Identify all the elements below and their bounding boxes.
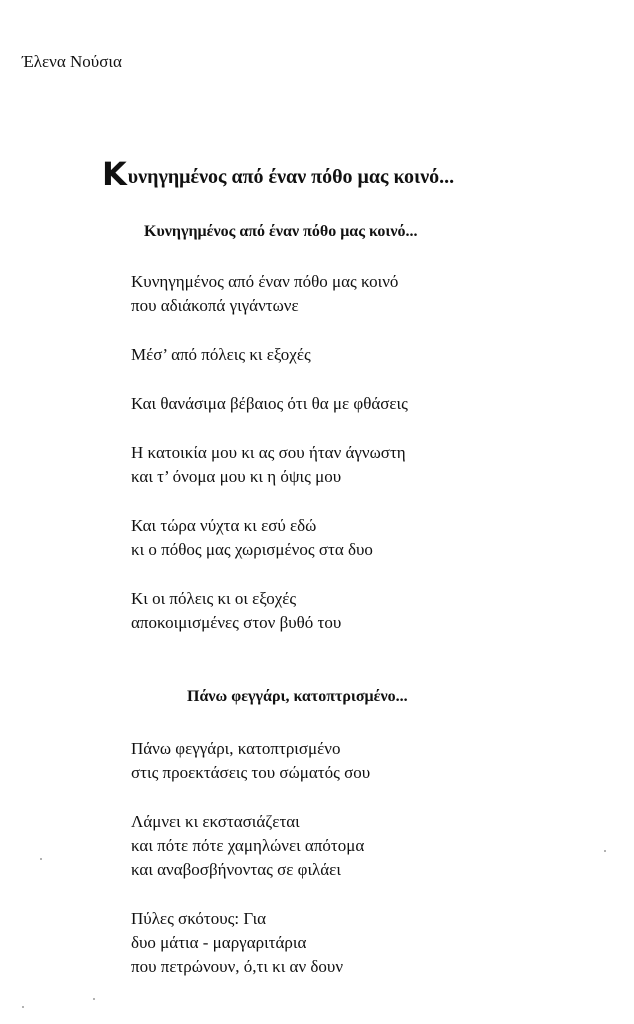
poem-line: στις προεκτάσεις του σώματός σου: [131, 763, 371, 782]
poem-line: Πύλες σκότους: Για: [131, 909, 267, 928]
title-text: υνηγημένος από έναν πόθο μας κοινό...: [127, 166, 455, 188]
stanza: [131, 737, 370, 785]
stanza: [131, 907, 370, 979]
scan-speck: [93, 998, 95, 1000]
stanza: [131, 587, 408, 635]
poem-line: Μέσ’ από πόλεις κι εξοχές: [131, 345, 311, 364]
poem-line: κι ο πόθος μας χωρισμένος στα δυο: [131, 540, 373, 559]
poem-line: που πετρώνουν, ό,τι κι αν δουν: [131, 957, 344, 976]
poem-line: Κι οι πόλεις κι οι εξοχές: [131, 589, 297, 608]
poem-line: Λάμνει κι εκστασιάζεται: [131, 812, 300, 831]
poem-title: Κυνηγημένος από έναν πόθο μας κοινό...: [144, 223, 418, 240]
poem-line: και πότε πότε χαμηλώνει απότομα: [131, 836, 365, 855]
poem-body: [131, 737, 370, 1004]
stanza: [131, 270, 408, 318]
poem-line: Και τώρα νύχτα κι εσύ εδώ: [131, 516, 317, 535]
scan-speck: [40, 858, 42, 860]
scan-speck: [22, 1006, 24, 1008]
page-title: [102, 155, 532, 193]
poem-line: Και θανάσιμα βέβαιος ότι θα με φθάσεις: [131, 394, 408, 413]
poem-body: [131, 270, 408, 660]
stanza: [131, 441, 408, 489]
stanza: [131, 392, 408, 416]
scan-speck: [604, 850, 606, 852]
stanza: [131, 343, 408, 367]
stanza: [131, 514, 408, 562]
poem-title: Πάνω φεγγάρι, κατοπτρισμένο...: [187, 688, 408, 705]
poem-line: που αδιάκοπά γιγάντωνε: [131, 296, 299, 315]
poem-line: και τ’ όνομα μου κι η όψις μου: [131, 467, 342, 486]
poem-line: αποκοιμισμένες στον βυθό του: [131, 613, 342, 632]
poem-line: Πάνω φεγγάρι, κατοπτρισμένο: [131, 739, 341, 758]
author-name: Έλενα Νούσια: [22, 52, 122, 71]
poem-line: δυο μάτια - μαργαριτάρια: [131, 933, 307, 952]
poem-line: Κυνηγημένος από έναν πόθο μας κοινό: [131, 272, 399, 291]
poem-line: Η κατοικία μου κι ας σου ήταν άγνωστη: [131, 443, 406, 462]
title-dropcap: Κ: [102, 155, 127, 193]
stanza: [131, 810, 370, 882]
poem-line: και αναβοσβήνοντας σε φιλάει: [131, 860, 341, 879]
